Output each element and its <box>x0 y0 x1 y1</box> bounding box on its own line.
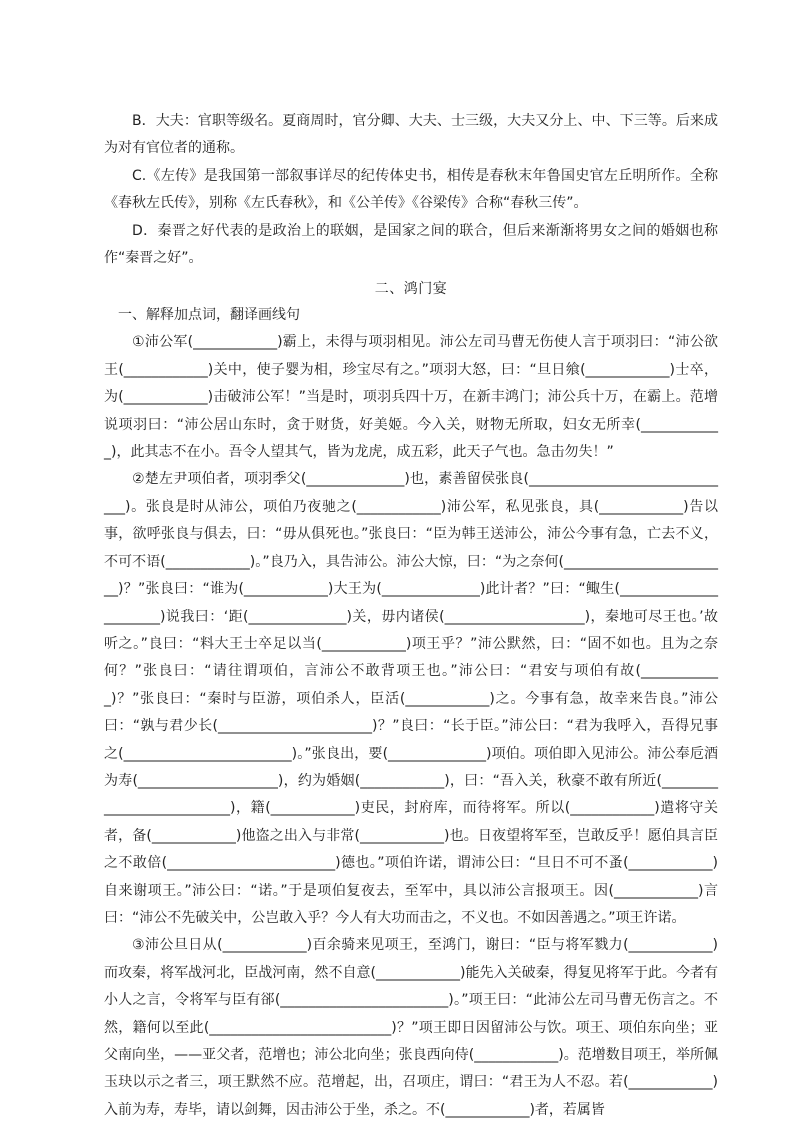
option-b: B．大夫：官职等级名。夏商周时，官分卿、大夫、士三级，大夫又分上、中、下三等。后来成为对有官位者的通称。 <box>104 113 718 157</box>
document-body <box>104 108 718 1124</box>
exercise-instructions: 一、解释加点词，翻译画线句 <box>118 307 300 324</box>
section-title: 二、鸿门宴 <box>374 281 448 298</box>
option-c: C.《左传》是我国第一部叙事详尽的纪传体史书，相传是春秋末年鲁国史官左丘明所作。全称《春秋左氏传》，别称《左氏春秋》，和《公羊传》《谷梁传》合称“春秋三传”。 <box>104 167 718 212</box>
passage-paragraph-2: ②楚左尹项伯者，项羽季父(______________)也，素善留侯张良(______________________________)。张良是时从沛公，项伯乃夜驰之(____________)沛公军，私见张良，具(____________)告以事，欲呼张良与俱去，曰：“毋从俱死也。”张良曰：“臣为韩王送沛公，沛公今事有急，亡去不义，不可不语(____________)。”良乃入，具告沛公。沛公大惊，曰：“为之奈何(________________________)？”张良曰：“谁为(____________)大王为(______________)此计者？”曰：“鲰生(______________________)说我曰：‘距(______________)关，毋内诸侯(____________________)，秦地可尽王也。’故听之。”良曰：“料大王士卒足以当(____________)项王乎？”沛公默然，曰：“固不如也。且为之奈何？”张良曰：“请往谓项伯，言沛公不敢背项王也。”沛公曰：“君安与项伯有故(____________)？”张良曰：“秦时与臣游，项伯杀人，臣活(____________)之。今事有急，故幸来告良。”沛公曰：“孰与君少长(______________________)？”良曰：“长于臣。”沛公曰：“君为我呼入，吾得兄事之(________________________)。”张良出，要(______________)项伯。项伯即入见沛公。沛公奉卮酒为寿(____________________)，约为婚姻(____________)，曰：“吾入关，秋豪不敢有所近(__________________________)，籍(____________)吏民，封府库，而待将军。所以(____________)遣将守关者，备(____________)他盗之出入与非常(____________)也。日夜望将军至，岂敢反乎！愿伯具言臣之不敢倍(________________________)德也。”项伯许诺，谓沛公曰：“旦日不可不蚤(____________)自来谢项王。”沛公曰：“诺。”于是项伯复夜去，至军中，具以沛公言报项王。因(____________)言曰：“沛公不先破关中，公岂敢入乎？今人有大功而击之，不义也。不如因善遇之。”项王许诺。 <box>104 471 718 926</box>
passage-paragraph-1: ①沛公军(____________)霸上，未得与项羽相见。沛公左司马曹无伤使人言于项羽曰：“沛公欲王(____________)关中，使子婴为相，珍宝尽有之。”项羽大怒，曰：“旦日飨(____________)士卒，为(____________)击破沛公军！”当是时，项羽兵四十万，在新丰鸿门；沛公兵十万，在霸上。范增说项羽曰：“沛公居山东时，贪于财货，好美姬。今入关，财物无所取，妇女无所幸(____________)，此其志不在小。吾令人望其气，皆为龙虎，成五彩，此天子气也。急击勿失！” <box>104 334 718 461</box>
option-d: D．秦晋之好代表的是政治上的联姻，是国家之间的联合，但后来渐渐将男女之间的婚姻也称作“秦晋之好”。 <box>104 222 718 267</box>
passage-paragraph-3: ③沛公旦日从(____________)百余骑来见项王，至鸿门，谢曰：“臣与将军戮力(____________)而攻秦，将军战河北，臣战河南，然不自意(____________)能先入关破秦，得复见将军于此。今者有小人之言，令将军与臣有郤(________________________)。”项王曰：“此沛公左司马曹无伤言之。不然，籍何以至此(__________________________)？”项王即日因留沛公与饮。项王、项伯东向坐；亚父南向坐，——亚父者，范增也；沛公北向坐；张良西向侍(____________)。范增数目项王，举所佩玉玦以示之者三，项王默然不应。范增起，出，召项庄，谓曰：“君王为人不忍。若(____________)入前为寿，寿毕，请以剑舞，因击沛公于坐，杀之。不(____________)者，若属皆 <box>104 937 718 1118</box>
